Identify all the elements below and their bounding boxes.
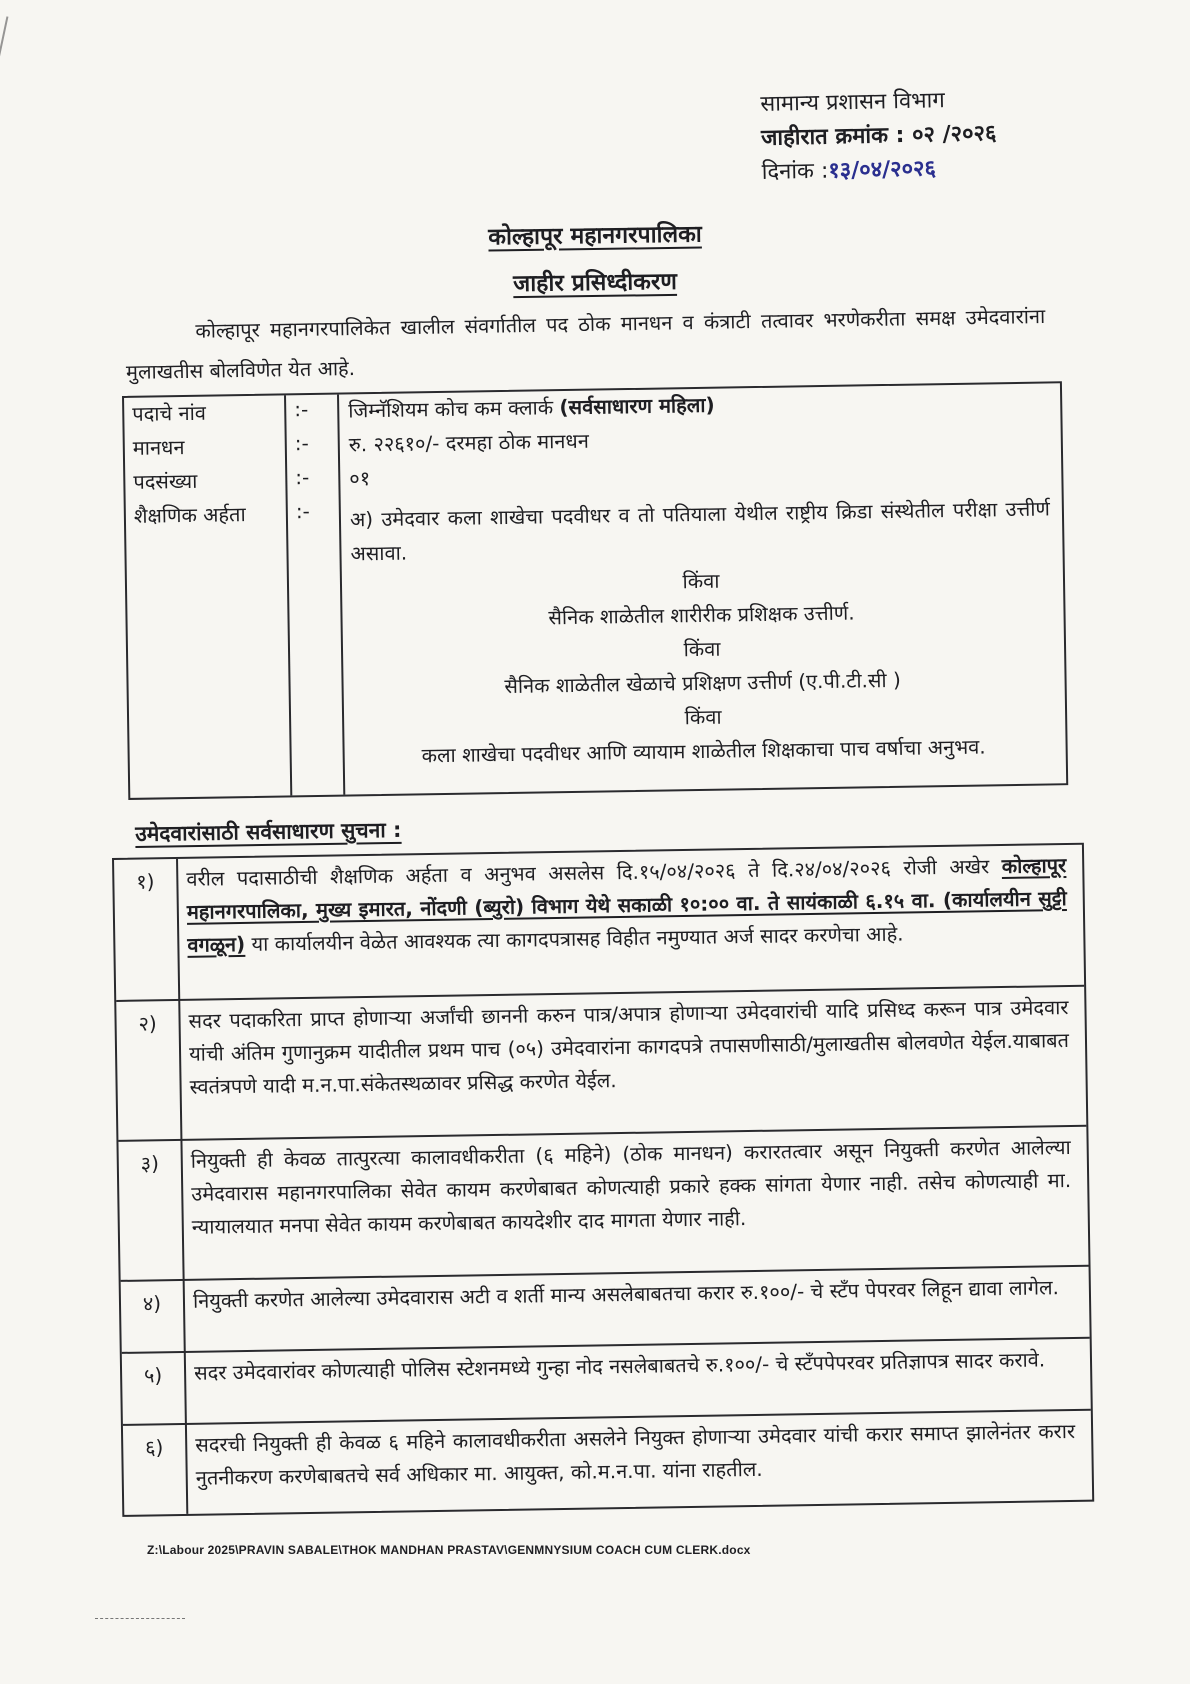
scan-edge-mark [0, 16, 28, 79]
instructions-heading: उमेदवारांसाठी सर्वसाधारण सुचना : [135, 817, 402, 846]
instruction-number: २) [138, 1011, 157, 1036]
instruction-text: नियुक्ती करणेत आलेल्या उमेदवारास अटी व शर्ती मान्य असलेबाबतचा करार रु.१००/- चे स्टॅंप पेपरवर लिहून द्यावा लागेल. [192, 1275, 1060, 1313]
date-line [761, 149, 1092, 190]
department-name: सामान्य प्रशासन विभाग [760, 88, 945, 117]
post-value: ०१ [349, 466, 371, 491]
qualification-a: अ) उमेदवार कला शाखेचा पदवीधर व तो पतियाला येथील राष्ट्रीय क्रिडा संस्थेतील परीक्षा उत्तीर्ण असावा. [349, 496, 1051, 566]
instruction-text [186, 849, 1067, 962]
post-separator: :- [295, 499, 310, 524]
post-separator: :- [294, 397, 309, 422]
post-category: (सर्वसाधारण महिला) [559, 392, 715, 420]
instruction-text: सदर उमेदवारांवर कोणत्याही पोलिस स्टेशनमध्ये गुन्हा नोद नसलेबाबतचे रु.१००/- चे स्टॅंपपेपरवर प्रतिज्ञापत्र सादर करावे. [193, 1347, 1046, 1385]
instructions-table [112, 843, 1094, 1517]
post-label: पदाचे नांव [132, 400, 207, 426]
instruction-text: सदरची नियुक्ती ही केवळ ६ महिने कालावधीकरीता असलेने नियुक्त होणाऱ्या उमेदवार यांची करार समाप्त झालेनंतर करार नुतनीकरण करणेबाबतचे सर्व अधिकार मा. आयुक्त, को.म.न.पा. यांना राहतील. [195, 1418, 1076, 1490]
qualification-d: कला शाखेचा पदवीधर आणि व्यायाम शाळेतील शिक्षकाचा पाच वर्षाचा अनुभव. [421, 734, 986, 768]
instruction-item [116, 985, 1086, 1142]
qualification-c: सैनिक शाळेतील खेळाचे प्रशिक्षण उत्तीर्ण (ए.पी.टी.सी ) [504, 667, 901, 699]
instruction-text: सदर पदाकरिता प्राप्त होणाऱ्या अर्जांची छाननी करुन पात्र/अपात्र होणाऱ्या उमेदवारांची यादि प्रसिध्द करून पात्र उमेदवार यांची अंतिम गुणानुक्रम यादीतील प्रथम पाच (०५) उमेदवारांना कागदपत्रे तपासणीसाठी/मुलाखतीस बोलवणेत येईल.याबाबत स्वतंत्रपणे यादी म.न.पा.संकेतस्थळावर प्रसिद्ध करणेत येईल. [188, 994, 1070, 1099]
notice-title: जाहीर प्रसिध्दीकरण [512, 268, 678, 298]
date-value: १३/०४/२०२६ [828, 156, 937, 184]
instruction-text-part: या कार्यालयीन वेळेत आवश्यक त्या कागदपत्रासह विहीत नमुण्यात अर्ज सादर करणेचा आहे. [245, 921, 904, 956]
instruction-item [118, 1125, 1088, 1282]
or-separator: किंवा [682, 568, 720, 594]
header-block [760, 81, 1092, 190]
organization-title: कोल्हापूर महानगरपालिका [488, 221, 702, 251]
instruction-office-timing: कोल्हापूर महानगरपालिका, मुख्य इमारत, नोंदणी (ब्युरो) विभाग येथे सकाळी १०:०० वा. ते सायंकाळी ६.१५ वा. (कार्यालयीन सुट्टी वगळून) [186, 853, 1067, 957]
instruction-number: १) [136, 869, 155, 894]
post-separator: :- [294, 431, 309, 456]
or-separator: किंवा [684, 704, 722, 730]
file-path-footer: Z:\Labour 2025\PRAVIN SABALE\THOK MANDHAN PRASTAV\GENMNYSIUM COACH CUM CLERK.docx [147, 1543, 751, 1557]
date-label: दिनांक : [761, 158, 829, 185]
advertisement-number: जाहीरात क्रमांक : ०२ /२०२६ [760, 121, 997, 151]
post-label: मानधन [132, 435, 185, 460]
post-label: शैक्षणिक अर्हता [133, 502, 246, 528]
or-separator: किंवा [683, 636, 721, 662]
post-label: पदसंख्या [133, 468, 198, 494]
post-value: रु. २२६१०/- दरमहा ठोक मानधन [348, 428, 590, 457]
qualification-b: सैनिक शाळेतील शारीरीक प्रशिक्षक उत्तीर्ण. [548, 600, 855, 630]
scan-dash-mark [95, 1618, 185, 1619]
instruction-number: ६) [144, 1435, 164, 1460]
instruction-number: ३) [140, 1151, 160, 1176]
instruction-number: ४) [142, 1291, 162, 1316]
instruction-text: नियुक्ती ही केवळ तात्पुरत्या कालावधीकरीता (६ महिने) (ठोक मानधन) करारतत्वार असून नियुक्ती करणेत आलेल्या उमेदवारास महानगरपालिका सेवेत कायम करणेबाबत कोणत्याही प्रकारे हक्क सांगता येणार नाही. तसेच कोणत्याही मा. न्यायालयात मनपा सेवेत कायम करणेबाबत कायदेशीर दाद मागता येणार नाही. [190, 1134, 1072, 1239]
intro-paragraph: कोल्हापूर महानगरपालिकेत खालील संवर्गातील पद ठोक मानधन व कंत्राटी तत्वावर भरणेकरीता समक्ष उमेदवारांना मुलाखतीस बोलविणेत येत आहे. [125, 303, 1046, 384]
post-value [348, 391, 715, 424]
instruction-item [123, 1409, 1092, 1515]
instruction-item [114, 845, 1084, 1000]
instruction-number: ५) [143, 1363, 163, 1388]
post-separator: :- [295, 465, 310, 490]
instruction-text-part: वरील पदासाठीची शैक्षणिक अर्हता व अनुभव असलेस दि.१५/०४/२०२६ ते दि.२४/०४/२०२६ रोजी अखेर [186, 854, 1002, 891]
post-details-box [122, 381, 1068, 800]
post-name-value: जिम्नॅशियम कोच कम क्लार्क [348, 395, 554, 423]
